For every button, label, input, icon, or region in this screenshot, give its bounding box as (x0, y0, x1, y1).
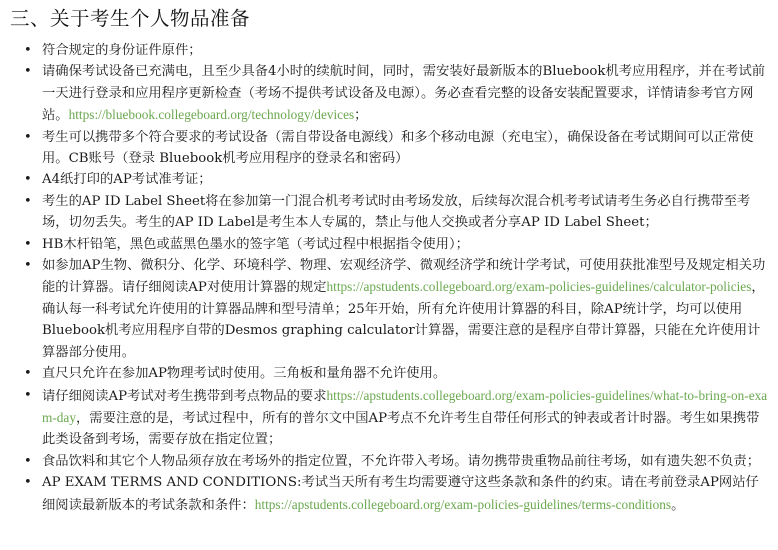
terms-conditions-link[interactable]: https://apstudents.collegeboard.org/exam-policies-guidelines/terms-conditions (254, 496, 672, 512)
bullet-icon: • (24, 236, 32, 252)
bullet-icon: • (24, 387, 32, 403)
bullet-icon: • (24, 64, 32, 80)
bullet-icon: • (24, 193, 32, 209)
what-to-bring-link[interactable]: https://apstudents.collegeboard.org/exam-policies-guidelines/what-to-bring-on-exam-day (42, 387, 768, 425)
list-item-pencil-pen (10, 234, 768, 255)
item-text-tail: ； (354, 108, 368, 124)
item-text: HB木杆铅笔，黑色或蓝黑色墨水的签字笔（考试过程中根据指令使用）； (42, 236, 469, 252)
item-text: 请仔细阅读AP考试对考生携带到考点物品的要求 (42, 388, 327, 404)
list-item-multiple-devices (10, 127, 768, 170)
calculator-policies-link[interactable]: https://apstudents.collegeboard.org/exam-policies-guidelines/calculator-policies (326, 279, 752, 295)
item-text: 考生可以携带多个符合要求的考试设备（需自带设备电源线）和多个移动电源（充电宝），确保设备在考试期间可以正常使用。CB账号（登录 Bluebook机考应用程序的登录名和密码） (42, 129, 754, 167)
item-text: 直尺只允许在参加AP物理考试时使用。三角板和量角器不允许使用。 (42, 366, 447, 382)
item-text-tail: ，需要注意的是，考试过程中，所有的普尔文中国AP考点不允许考生自带任何形式的钟表或者计时器。考生如果携带此类设备到考场，需要存放在指定位置； (42, 410, 760, 448)
devices-link[interactable]: https://bluebook.collegeboard.org/technology/devices (68, 107, 355, 123)
item-text-tail: 。 (671, 497, 685, 513)
item-text: AP EXAM TERMS AND CONDITIONS:考试当天所有考生均需要遵守这些条款和条件的约束。请在考前登录AP网站仔细阅读最新版本的考试条款和条件： (42, 475, 759, 513)
list-item-calculator (10, 255, 768, 363)
item-text: 请确保考试设备已充满电，且至少具备4小时的续航时间，同时，需安装好最新版本的Bluebook机考应用程序，并在考试前一天进行登录和应用程序更新检查（考场不提供考试设备及电源）。务必查看完整的设备安装配置要求，详情请参考官方网站。 (42, 64, 766, 124)
bullet-icon: • (24, 129, 32, 145)
list-item-terms-conditions (10, 472, 768, 516)
item-text: 食品饮料和其它个人物品须存放在考场外的指定位置，不允许带入考场。请勿携带贵重物品前往考场，如有遗失恕不负责； (42, 453, 761, 469)
list-item-id-document (10, 40, 768, 61)
list-item-admission-ticket (10, 169, 768, 190)
item-text: 符合规定的身份证件原件； (42, 43, 202, 58)
bullet-icon: • (24, 172, 32, 188)
list-item-what-to-bring (10, 385, 768, 451)
bullet-icon: • (24, 258, 32, 274)
item-text-tail: ，确认每一科考试允许使用的计算器品牌和型号清单；25年开始，所有允许使用计算器的科目，除AP统计学，均可以使用Bluebook机考应用程序自带的Desmos graphing calculator计算器，需要注意的是程序自带计算器，只能在允许使用计算器部分使用。 (42, 280, 765, 360)
list-item-device-charge (10, 61, 768, 126)
item-list (10, 40, 768, 516)
item-text: A4纸打印的AP考试准考证； (42, 172, 212, 188)
section-title: 三、关于考生个人物品准备 (10, 7, 251, 30)
list-item-food-belongings (10, 451, 768, 472)
bullet-icon: • (24, 453, 32, 469)
item-text: 考生的AP ID Label Sheet将在参加第一门混合机考考试时由考场发放，后续每次混合机考考试请考生务必自行携带至考场，切勿丢失。考生的AP ID Label是考生本人专属的，禁止与他人交换或者分享AP ID Label Sheet； (42, 193, 751, 231)
list-item-ap-id-label (10, 191, 768, 234)
bullet-icon: • (24, 475, 32, 491)
list-item-ruler (10, 363, 768, 384)
bullet-icon: • (24, 43, 32, 58)
item-text: 如参加AP生物、微积分、化学、环境科学、物理、宏观经济学、微观经济学和统计学考试，可使用获批准型号及规定相关功能的计算器。请仔细阅读AP对使用计算器的规定 (42, 258, 766, 296)
bullet-icon: • (24, 366, 32, 382)
